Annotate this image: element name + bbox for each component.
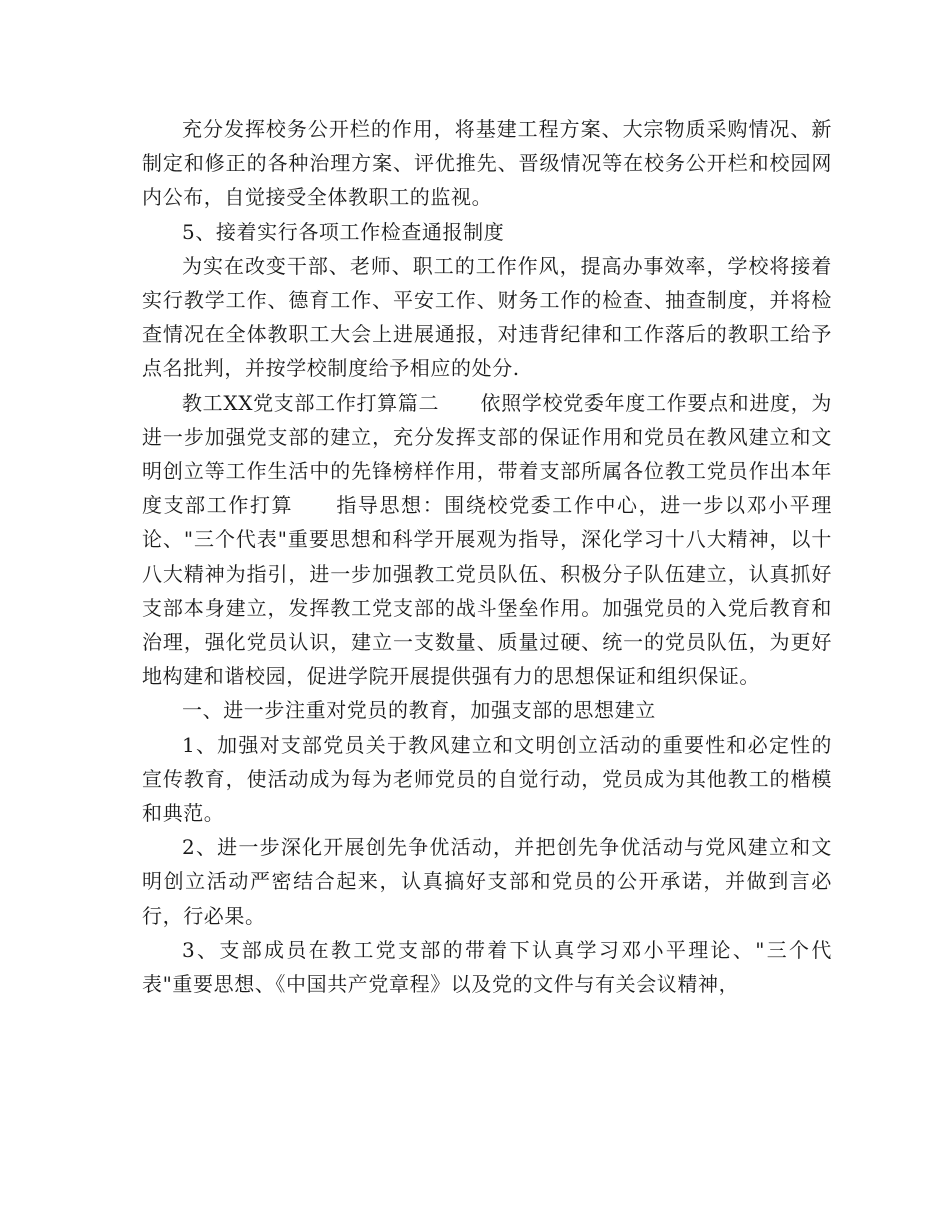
paragraph-item-3: 3、支部成员在教工党支部的带着下认真学习邓小平理论、"三个代表"重要思想、《中国共产党章程》以及党的文件与有关会议精神， (142, 937, 832, 997)
document-body (142, 112, 832, 1001)
heading-party-member-education: 一、进一步注重对党员的教育，加强支部的思想建立 (182, 698, 656, 723)
paragraph-item-1: 1、加强对支部党员关于教风建立和文明创立活动的重要性和必定性的宣传教育，使活动成为每为老师党员的自觉行动，党员成为其他教工的楷模和典范。 (142, 732, 832, 826)
heading-inspection-report-system: 5、接着实行各项工作检查通报制度 (182, 219, 505, 244)
paragraph-public-notice: 充分发挥校务公开栏的作用，将基建工程方案、大宗物质采购情况、新制定和修正的各种治理方案、评优推先、晋级情况等在校务公开栏和校园网内公布，自觉接受全体教职工的监视。 (142, 117, 832, 210)
paragraph-item-2: 2、进一步深化开展创先争优活动，并把创先争优活动与党风建立和文明创立活动严密结合起来，认真搞好支部和党员的公开承诺，并做到言必行，行必果。 (142, 835, 832, 928)
paragraph-work-style: 为实在改变干部、老师、职工的工作作风，提高办事效率，学校将接着实行教学工作、德育工作、平安工作、财务工作的检查、抽查制度，并将检查情况在全体教职工大会上进展通报，对违背纪律和工作落后的教职工给予点名批判，并按学校制度给予相应的处分. (142, 253, 832, 381)
paragraph-party-branch-plan: 教工XX党支部工作打算篇二 依照学校党委年度工作要点和进度，为进一步加强党支部的建立，充分发挥支部的保证作用和党员在教风建立和文明创立等工作生活中的先锋榜样作用，带着支部所属各位教工党员作出本年度支部工作打算 指导思想：围绕校党委工作中心，进一步以邓小平理论、"三个代表"重要思想和科学开展观为指导，深化学习十八大精神，以十八大精神为指引，进一步加强教工党员队伍、积极分子队伍建立，认真抓好支部本身建立，发挥教工党支部的战斗堡垒作用。加强党员的入党后教育和治理，强化党员认识，建立一支数量、质量过硬、统一的党员队伍，为更好地构建和谐校园，促进学院开展提供强有力的思想保证和组织保证。 (142, 390, 832, 689)
